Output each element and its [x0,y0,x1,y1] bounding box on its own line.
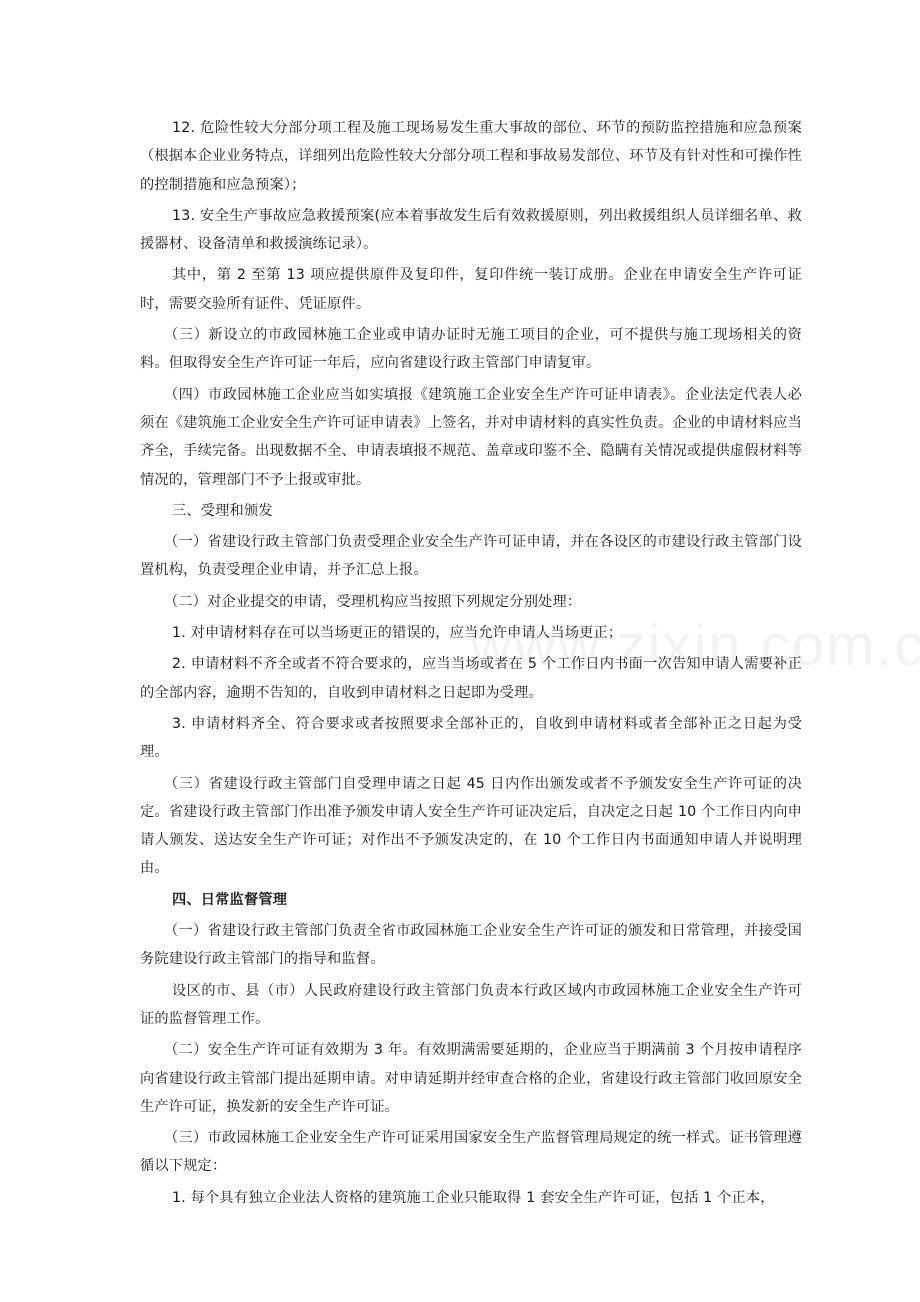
section-3-clause-3: （三）省建设行政主管部门自受理申请之日起 45 日内作出颁发或者不予颁发安全生产许可证的决定。省建设行政主管部门作出准予颁发申请人安全生产许可证决定后，自决定之日起 10 个工作日内向申请人颁发、送达安全生产许可证；对作出不予颁发决定的，在 10 个工作日内书面通知申请人并说明理由。 [140,775,802,877]
section-3-item-2: 2. 申请材料不齐全或者不符合要求的，应当当场或者在 5 个工作日内书面一次告知申请人需要补正的全部内容，逾期不告知的，自收到申请材料之日起即为受理。 [140,656,802,701]
section-4-clause-2: （二）安全生产许可证有效期为 3 年。有效期满需要延期的，企业应当于期满前 3 个月按申请程序向省建设行政主管部门提出延期申请。对申请延期并经审查合格的企业，省建设行政主管部门收回原安全生产许可证，换发新的安全生产许可证。 [140,1042,802,1115]
clause-3: （三）新设立的市政园林施工企业或申请办证时无施工项目的企业，可不提供与施工现场相关的资料。但取得安全生产许可证一年后，应向省建设行政主管部门申请复审。 [140,327,802,372]
note-copies: 其中，第 2 至第 13 项应提供原件及复印件，复印件统一装订成册。企业在申请安全生产许可证时，需要交验所有证件、凭证原件。 [140,267,802,312]
section-heading-4: 四、日常监督管理 [172,891,288,908]
section-4-local-text: 设区的市、县（市）人民政府建设行政主管部门负责本行政区域内市政园林施工企业安全生产许可证的监督管理工作。 [140,982,802,1027]
item-12: 12. 危险性较大分部分项工程及施工现场易发生重大事故的部位、环节的预防监控措施和应急预案（根据本企业业务特点，详细列出危险性较大分部分项工程和事故易发部位、环节及有针对性和可操作性的控制措施和应急预案）； [140,120,802,193]
section-4-clause-3: （三）市政园林施工企业安全生产许可证采用国家安全生产监督管理局规定的统一样式。证书管理遵循以下规定： [140,1130,802,1175]
section-4-item-1: 1. 每个具有独立企业法人资格的建筑施工企业只能取得 1 套安全生产许可证，包括 1 个正本， [172,1189,775,1206]
section-4-clause-1: （一）省建设行政主管部门负责全省市政园林施工企业安全生产许可证的颁发和日常管理，并接受国务院建设行政主管部门的指导和监督。 [140,923,802,968]
section-3-clause-2: （二）对企业提交的申请，受理机构应当按照下列规定分别处理： [164,593,582,610]
item-13: 13. 安全生产事故应急救援预案(应本着事故发生后有效救援原则，列出救援组织人员详细名单、救援器材、设备清单和救援演练记录）。 [140,207,802,253]
section-3-clause-1: （一）省建设行政主管部门负责受理企业安全生产许可证申请，并在各设区的市建设行政主管部门设置机构，负责受理企业申请，并予汇总上报。 [140,534,802,579]
section-3-item-3: 3. 申请材料齐全、符合要求或者按照要求全部补正的，自收到申请材料或者全部补正之日起为受理。 [140,715,802,761]
clause-4: （四）市政园林施工企业应当如实填报《建筑施工企业安全生产许可证申请表》。企业法定代表人必须在《建筑施工企业安全生产许可证申请表》上签名，并对申请材料的真实性负责。企业的申请材料应当齐全，手续完备。出现数据不全、申请表填报不规范、盖章或印鉴不全、隐瞒有关情况或提供虚假材料等情况的，管理部门不予上报或审批。 [140,386,802,488]
section-heading-3: 三、受理和颁发 [172,502,273,519]
section-3-item-1: 1. 对申请材料存在可以当场更正的错误的，应当允许申请人当场更正； [172,625,623,642]
